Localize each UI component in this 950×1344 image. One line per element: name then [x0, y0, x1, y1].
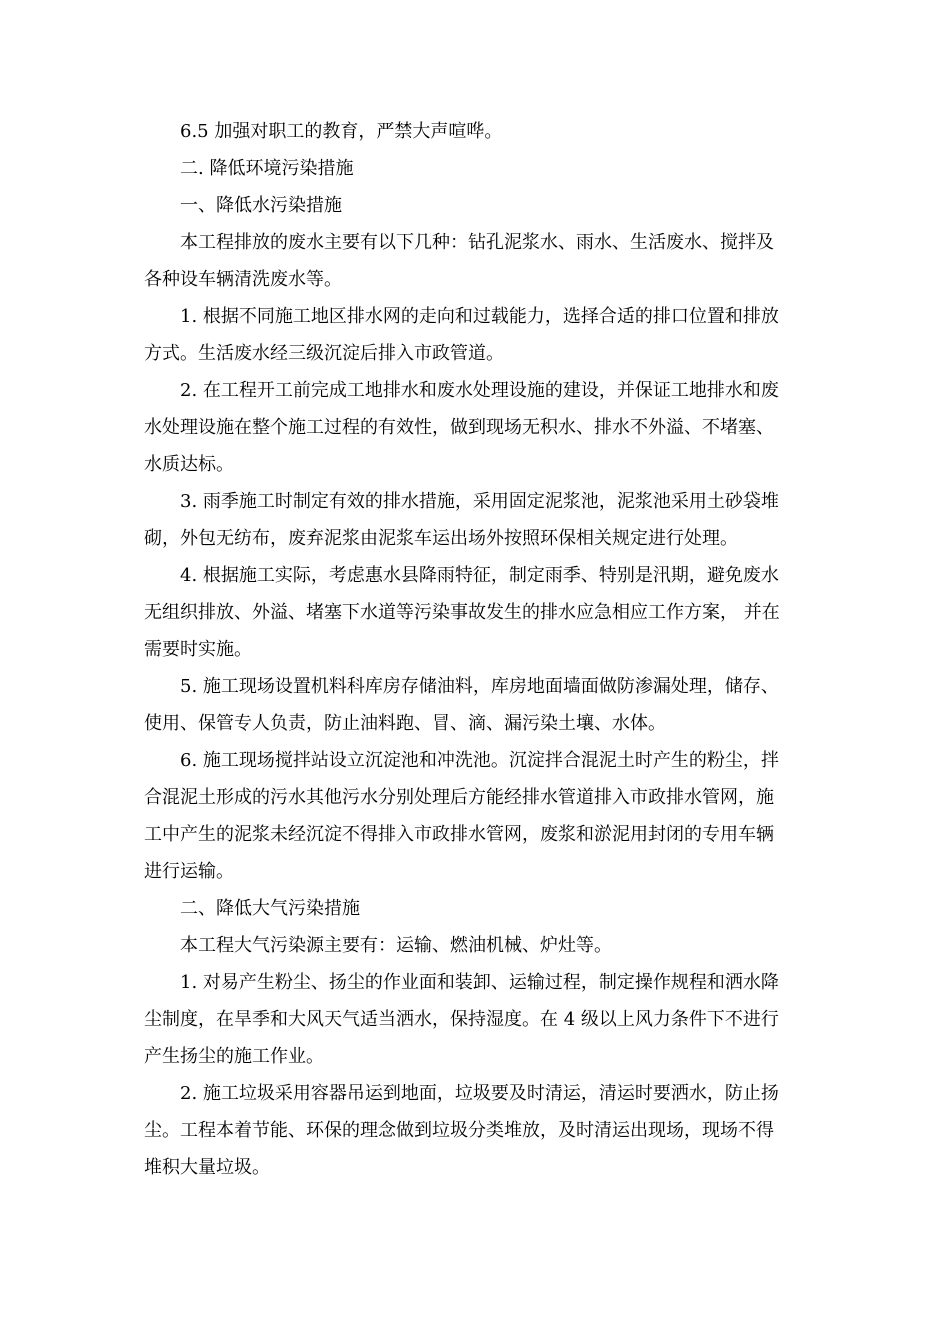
paragraph [144, 927, 810, 964]
text-line: 尘。工程本着节能、环保的理念做到垃圾分类堆放，及时清运出现场，现场不得 [144, 1120, 774, 1141]
text-line: 使用、保管专人负责，防止油料跑、冒、滴、漏污染土壤、水体。 [144, 713, 666, 734]
paragraph [144, 668, 810, 742]
paragraph [144, 1075, 810, 1186]
paragraph [144, 890, 810, 927]
paragraph [144, 113, 810, 150]
text-line: 二、降低大气污染措施 [180, 898, 360, 919]
text-line: 进行运输。 [144, 861, 234, 882]
text-line: 3. 雨季施工时制定有效的排水措施，采用固定泥浆池，泥浆池采用土砂袋堆 [180, 491, 779, 512]
paragraph [144, 372, 810, 483]
paragraph [144, 224, 810, 298]
text-line: 方式。生活废水经三级沉淀后排入市政管道。 [144, 343, 504, 364]
text-line: 2. 在工程开工前完成工地排水和废水处理设施的建设，并保证工地排水和废 [180, 380, 779, 401]
paragraph [144, 483, 810, 557]
text-line: 产生扬尘的施工作业。 [144, 1046, 324, 1067]
paragraph [144, 187, 810, 224]
text-line: 需要时实施。 [144, 639, 252, 660]
text-line: 1. 对易产生粉尘、扬尘的作业面和装卸、运输过程，制定操作规程和洒水降 [180, 972, 779, 993]
text-line: 6. 施工现场搅拌站设立沉淀池和冲洗池。沉淀拌合混泥土时产生的粉尘，拌 [180, 750, 779, 771]
document-body [144, 113, 810, 1186]
text-line: 砌，外包无纺布，废弃泥浆由泥浆车运出场外按照环保相关规定进行处理。 [144, 528, 738, 549]
paragraph [144, 150, 810, 187]
text-line: 本工程大气污染源主要有：运输、燃油机械、炉灶等。 [180, 935, 612, 956]
paragraph [144, 557, 810, 668]
text-line: 工中产生的泥浆未经沉淀不得排入市政排水管网，废浆和淤泥用封闭的专用车辆 [144, 824, 774, 845]
text-line: 本工程排放的废水主要有以下几种：钻孔泥浆水、雨水、生活废水、搅拌及 [180, 232, 774, 253]
text-line: 水质达标。 [144, 454, 234, 475]
text-line: 堆积大量垃圾。 [144, 1157, 270, 1178]
text-line: 2. 施工垃圾采用容器吊运到地面，垃圾要及时清运，清运时要洒水，防止扬 [180, 1083, 779, 1104]
text-line: 1. 根据不同施工地区排水网的走向和过载能力，选择合适的排口位置和排放 [180, 306, 779, 327]
text-line: 6.5 加强对职工的教育，严禁大声喧哗。 [180, 121, 503, 142]
text-line: 尘制度，在旱季和大风天气适当洒水，保持湿度。在 4 级以上风力条件下不进行 [144, 1009, 779, 1030]
text-line: 二. 降低环境污染措施 [180, 158, 354, 179]
text-line: 合混泥土形成的污水其他污水分别处理后方能经排水管道排入市政排水管网，施 [144, 787, 774, 808]
text-line: 5. 施工现场设置机料科库房存储油料，库房地面墙面做防渗漏处理，储存、 [180, 676, 779, 697]
paragraph [144, 742, 810, 890]
paragraph [144, 298, 810, 372]
text-line: 各种设车辆清洗废水等。 [144, 269, 342, 290]
text-line: 一、降低水污染措施 [180, 195, 342, 216]
paragraph [144, 964, 810, 1075]
text-line: 4. 根据施工实际，考虑惠水县降雨特征，制定雨季、特别是汛期，避免废水 [180, 565, 779, 586]
text-line: 水处理设施在整个施工过程的有效性，做到现场无积水、排水不外溢、不堵塞、 [144, 417, 774, 438]
text-line: 无组织排放、外溢、堵塞下水道等污染事故发生的排水应急相应工作方案， 并在 [144, 602, 780, 623]
